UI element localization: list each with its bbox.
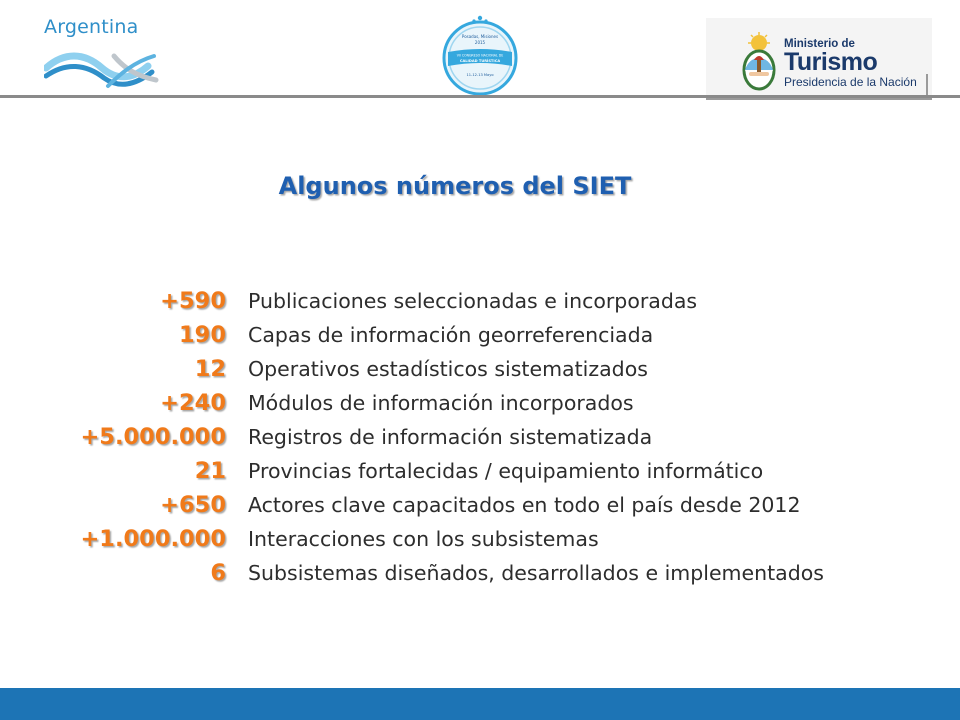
stat-row [30,522,950,556]
stat-label: Publicaciones seleccionadas e incorporadas [248,289,698,313]
stat-row [30,352,950,386]
stat-label: Capas de información georreferenciada [248,323,654,347]
national-coat-of-arms-icon [738,32,780,94]
stat-label: Registros de información sistematizada [248,425,653,449]
stat-value: 190 [179,322,226,348]
stats-list [30,284,950,590]
stat-row [30,420,950,454]
congreso-calidad-turistica-logo [440,12,520,96]
stat-value: +1.000.000 [80,526,226,552]
stat-label: Provincias fortalecidas / equipamiento informático [248,459,764,483]
stat-label: Interacciones con los subsistemas [248,527,599,551]
stat-value: +650 [160,492,226,518]
stat-row [30,488,950,522]
stat-value: 12 [194,356,226,382]
stat-value: 6 [210,560,226,586]
slide-header [0,0,960,100]
congress-logo-line-1: Posadas, Misiones [461,34,499,39]
stat-value: +5.000.000 [80,424,226,450]
ministry-line-3: Presidencia de la Nación [784,75,917,89]
ministerio-turismo-logo [706,18,932,100]
congress-logo-line-3: VII CONGRESO NACIONAL DE [456,53,504,58]
ministry-line-2: Turismo [784,48,878,76]
stat-value: +240 [160,390,226,416]
stat-value: +590 [160,288,226,314]
stat-row [30,318,950,352]
stat-label: Operativos estadísticos sistematizados [248,357,648,381]
ministry-text [784,38,930,89]
argentina-waves-icon [44,46,164,96]
stat-row [30,454,950,488]
stat-value: 21 [194,458,226,484]
header-divider [0,95,960,98]
stat-label: Módulos de información incorporados [248,391,634,415]
slide-title: Algunos números del SIET [278,172,632,200]
footer-bar [0,688,960,720]
congress-logo-line-2: 2015 [474,40,486,45]
stat-row [30,556,950,590]
congress-logo-line-5: 11-12-13 Mayo [466,73,494,77]
stat-row [30,284,950,318]
stat-label: Subsistemas diseñados, desarrollados e implementados [248,561,824,585]
stat-row [30,386,950,420]
ministry-line-1: Ministerio de [784,38,855,50]
brand-name: Argentina [44,16,139,38]
argentina-brand-logo [44,16,164,96]
ministry-divider-horizontal [706,98,932,100]
congress-logo-line-4: CALIDAD TURÍSTICA [459,59,501,63]
stat-label: Actores clave capacitados en todo el país desde 2012 [248,493,801,517]
